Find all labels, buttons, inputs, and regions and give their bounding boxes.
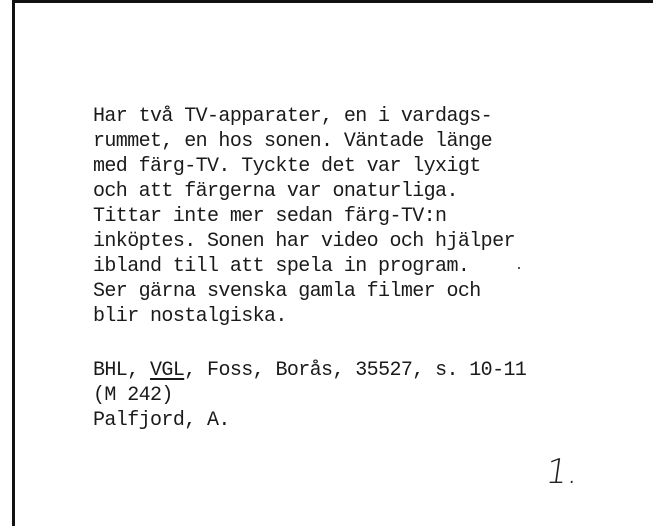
source-line [93,358,526,383]
archive-number: (M 242) [93,384,173,407]
record-line: Har två TV-apparater, en i vardags- [93,105,493,128]
handwritten-page-number: 1. [543,452,582,492]
record-line: Tittar inte mer sedan färg-TV:n [93,205,447,228]
card-left-border [12,0,15,526]
source-reference [93,358,526,433]
record-line: blir nostalgiska. [93,305,287,328]
record-line: ibland till att spela in program. [93,255,470,278]
record-line: med färg-TV. Tyckte det var lyxigt [93,155,481,178]
source-prefix: BHL, [93,359,151,382]
record-text [93,104,515,329]
record-line: inköptes. Sonen har video och hjälper [93,230,515,253]
card-top-border [14,0,653,3]
record-line: Ser gärna svenska gamla filmer och [93,280,481,303]
record-line: rummet, en hos sonen. Väntade länge [93,130,493,153]
source-suffix: , Foss, Borås, 35527, s. 10-11 [184,359,527,382]
source-underlined: VGL [150,359,185,382]
informant-name: Palfjord, A. [93,409,230,432]
ink-speck [518,267,520,269]
record-line: och att färgerna var onaturliga. [93,180,458,203]
